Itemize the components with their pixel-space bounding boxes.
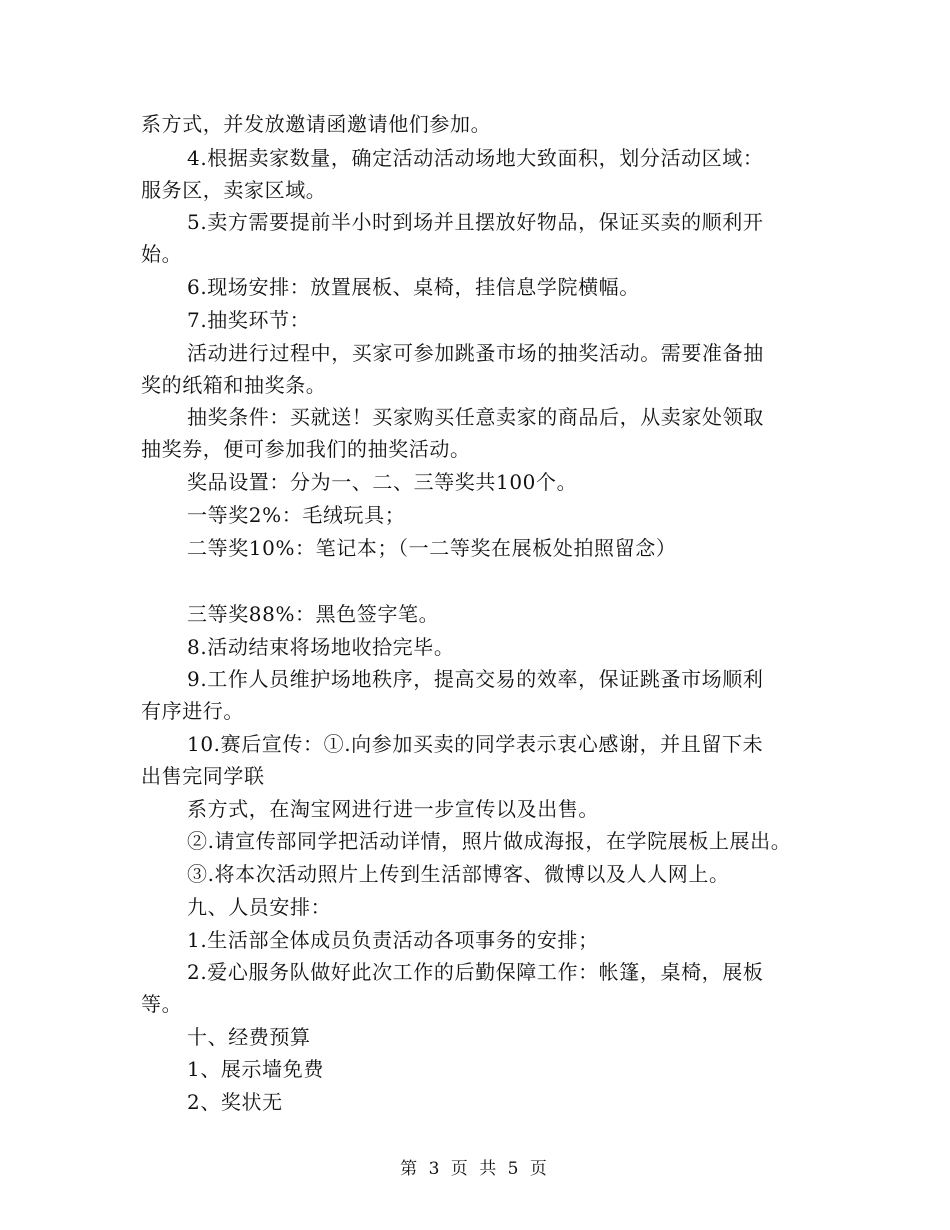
text-line: 活动进行过程中，买家可参加跳蚤市场的抽奖活动。需要准备抽 — [187, 341, 764, 365]
text-line: 1、展示墙免费 — [187, 1057, 324, 1081]
text-line: 抽奖条件：买就送！买家购买任意卖家的商品后，从卖家处领取 — [187, 405, 764, 429]
text-line: ②.请宣传部同学把活动详情，照片做成海报，在学院展板上展出。 — [187, 829, 792, 853]
text-line: 9.工作人员维护场地秩序，提高交易的效率，保证跳蚤市场顺利 — [187, 667, 764, 691]
text-line: 服务区，卖家区域。 — [141, 178, 327, 202]
text-line: 奖品设置：分为一、二、三等奖共100个。 — [187, 470, 578, 494]
text-line: 2、奖状无 — [187, 1090, 283, 1114]
text-line: 二等奖10%：笔记本；（一二等奖在展板处拍照留念） — [187, 536, 677, 560]
text-line: 5.卖方需要提前半小时到场并且摆放好物品，保证买卖的顺利开 — [187, 210, 764, 234]
text-line: 始。 — [141, 242, 183, 266]
text-line: 1.生活部全体成员负责活动各项事务的安排； — [187, 928, 599, 952]
text-line: 奖的纸箱和抽奖条。 — [141, 373, 327, 397]
text-line: 10.赛后宣传：①.向参加买卖的同学表示衷心感谢，并且留下未 — [187, 732, 764, 756]
text-line: 有序进行。 — [141, 699, 244, 723]
text-line: ③.将本次活动照片上传到生活部博客、微博以及人人网上。 — [187, 862, 730, 886]
text-line: 系方式，并发放邀请函邀请他们参加。 — [141, 112, 492, 136]
text-line: 8.活动结束将场地收拾完毕。 — [187, 635, 455, 659]
text-line: 三等奖88%：黑色签字笔。 — [187, 602, 440, 626]
text-line: 一等奖2%：毛绒玩具； — [187, 503, 406, 527]
text-line: 6.现场安排：放置展板、桌椅，挂信息学院横幅。 — [187, 275, 640, 299]
text-line: 九、人员安排： — [187, 895, 332, 919]
text-line: 抽奖券，便可参加我们的抽奖活动。 — [141, 437, 471, 461]
text-line: 十、经费预算 — [187, 1025, 311, 1049]
page-number: 第 3 页 共 5 页 — [400, 1159, 550, 1179]
text-line: 7.抽奖环节： — [187, 308, 311, 332]
text-line: 4.根据卖家数量，确定活动活动场地大致面积，划分活动区域： — [187, 146, 764, 170]
text-line: 等。 — [141, 992, 183, 1016]
text-line: 出售完同学联 — [141, 764, 265, 788]
text-line: 2.爱心服务队做好此次工作的后勤保障工作：帐篷，桌椅，展板 — [187, 960, 764, 984]
text-line: 系方式，在淘宝网进行进一步宣传以及出售。 — [187, 797, 599, 821]
